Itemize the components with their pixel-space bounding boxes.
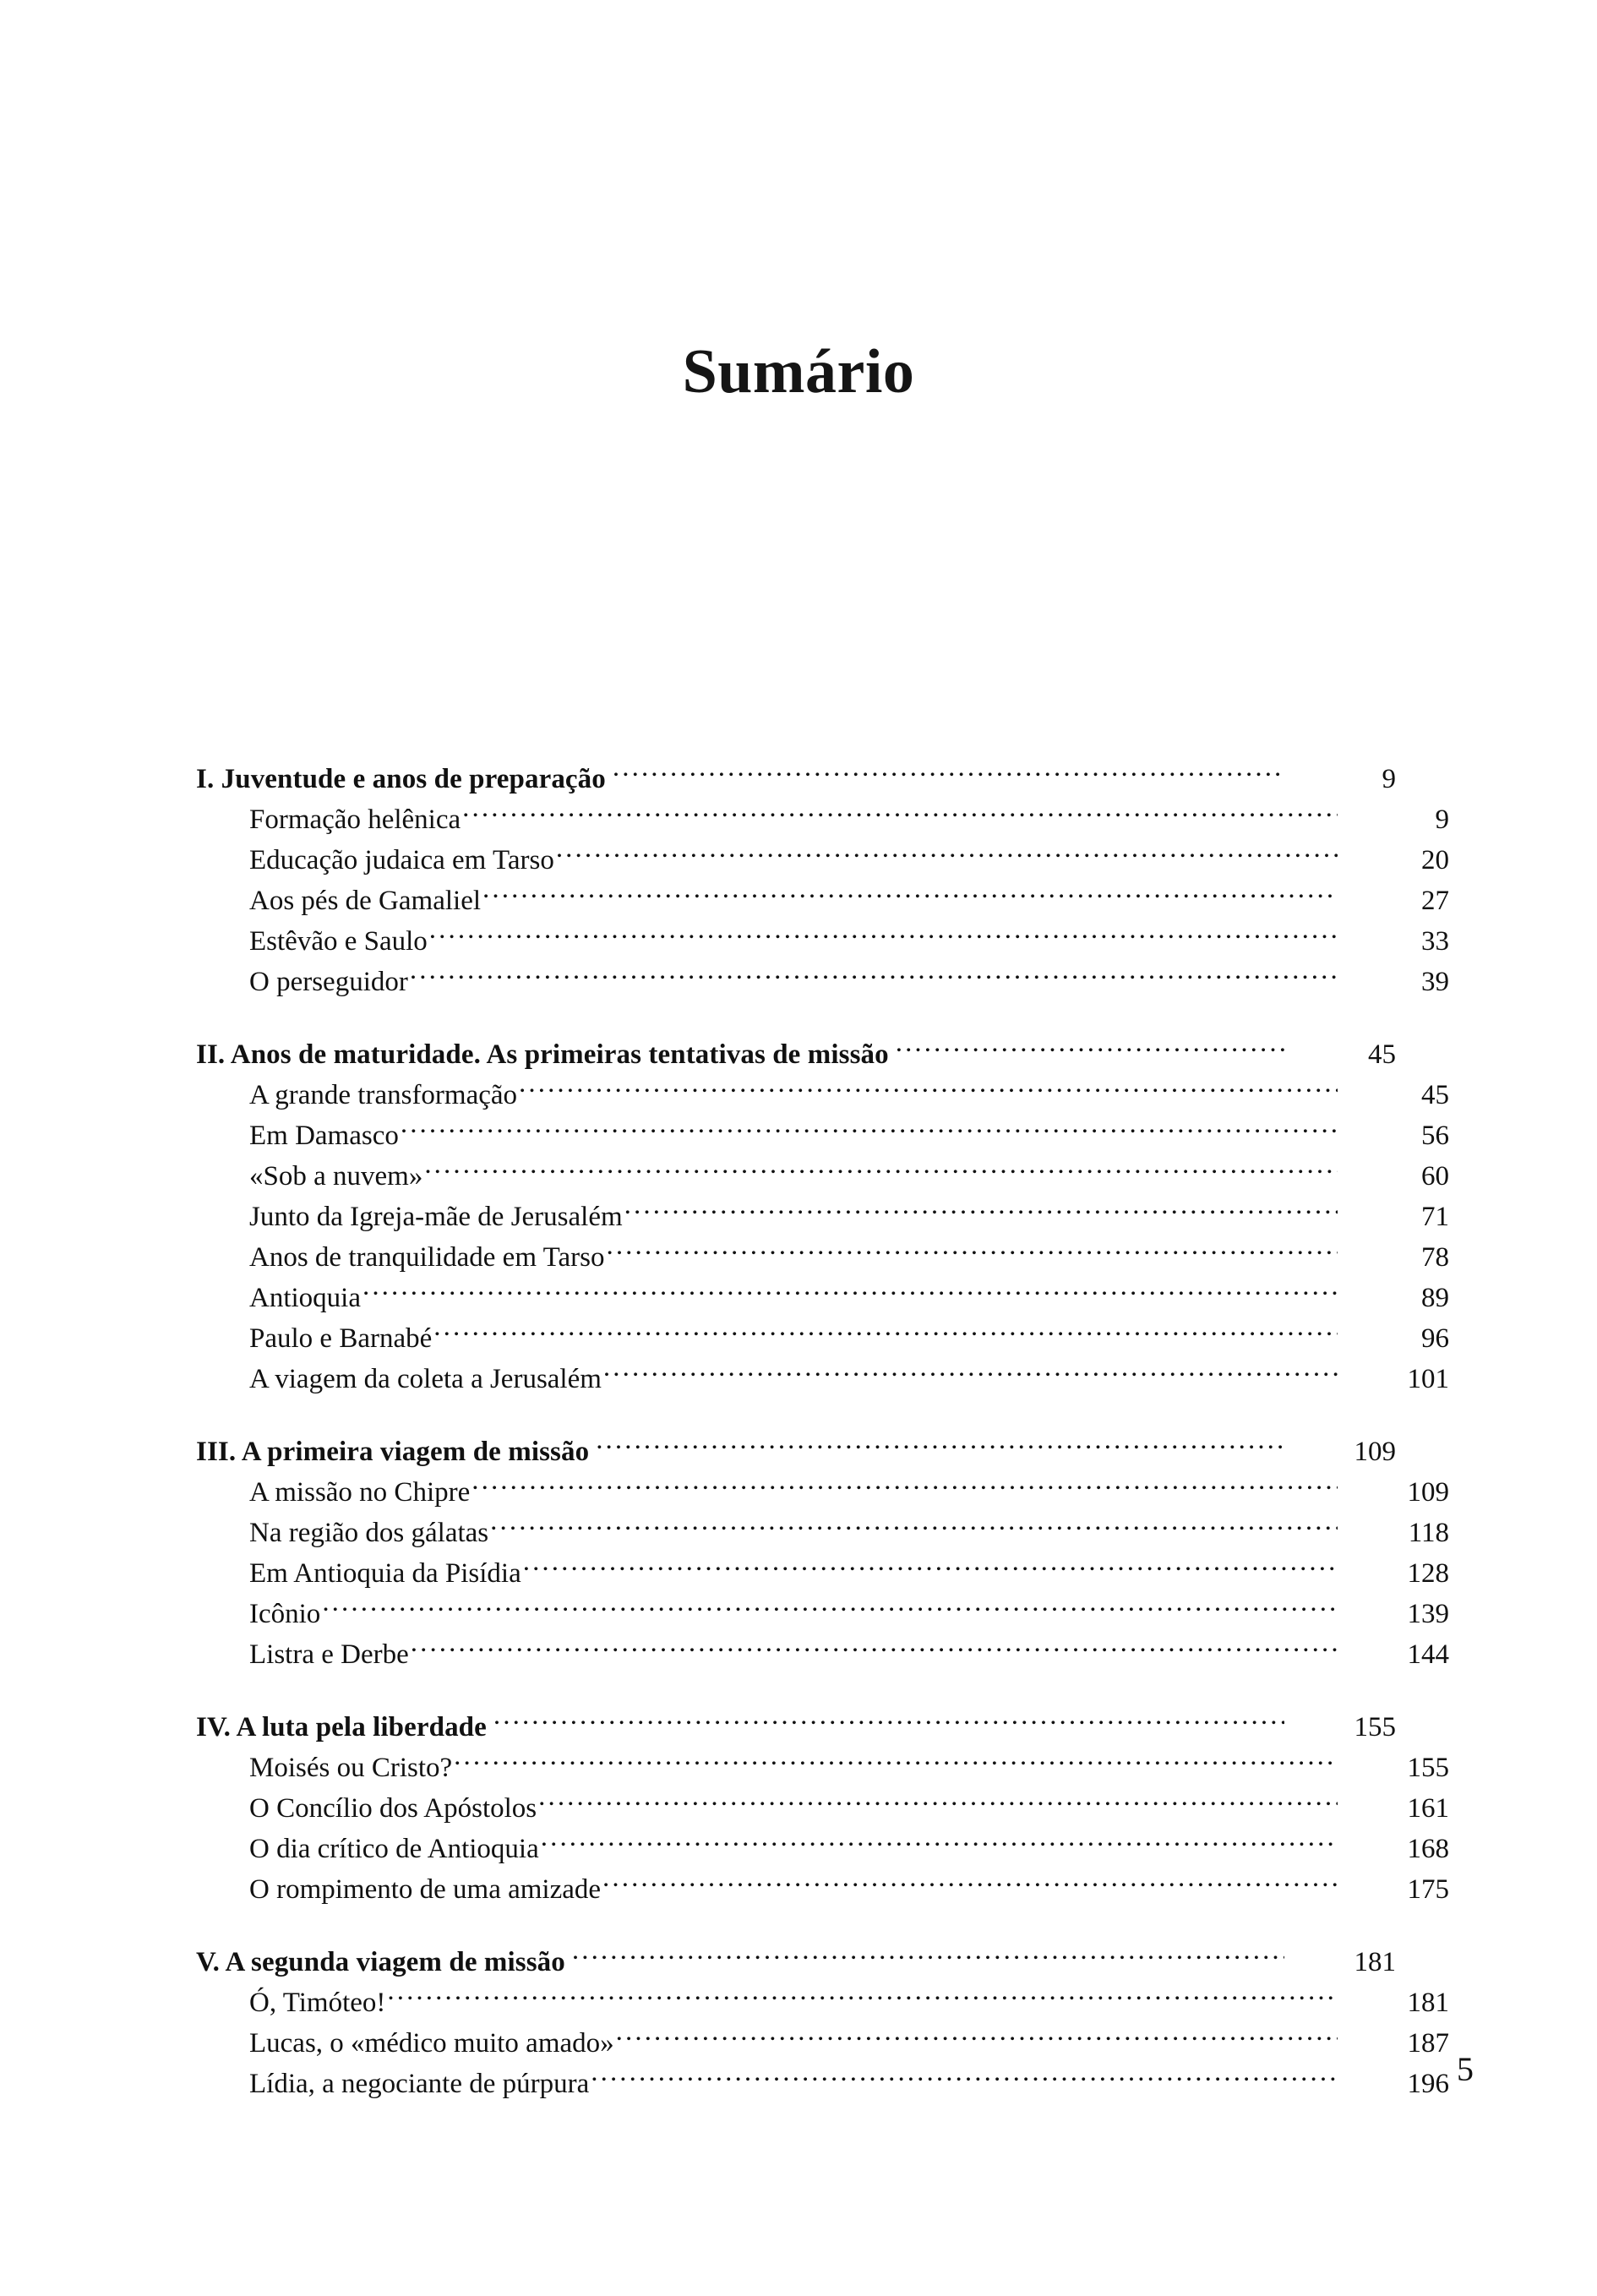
toc-section <box>196 1023 1449 1394</box>
toc-entry-page: 161 <box>1407 1793 1449 1824</box>
toc-entry-row[interactable] <box>249 909 1449 957</box>
toc-entry-page: 71 <box>1421 1202 1449 1232</box>
toc-entry-page: 128 <box>1407 1558 1449 1589</box>
toc-entry-page: 187 <box>1407 2028 1449 2059</box>
dot-leader <box>519 1063 1338 1104</box>
toc-section <box>196 747 1449 997</box>
toc-entry-row[interactable] <box>249 1144 1449 1192</box>
toc-chapter-page: 45 <box>1368 1039 1396 1070</box>
dot-leader <box>523 1541 1338 1582</box>
toc-entry-label: Antioquia <box>249 1283 361 1313</box>
toc-entry-label: A grande transformação <box>249 1080 518 1110</box>
dot-leader <box>410 950 1338 990</box>
dot-leader <box>362 1266 1338 1306</box>
toc-entry-page: 175 <box>1407 1874 1449 1905</box>
toc-entry-page: 9 <box>1435 804 1449 835</box>
toc-entry-label: Estêvão e Saulo <box>249 926 428 957</box>
dot-leader <box>490 1501 1338 1541</box>
toc-entry-page: 89 <box>1421 1283 1449 1313</box>
toc-entry-page: 33 <box>1421 926 1449 957</box>
toc-section <box>196 1420 1449 1670</box>
toc-chapter-row[interactable] <box>196 1930 1396 1977</box>
toc-entry-page: 168 <box>1407 1834 1449 1864</box>
toc-entry-page: 139 <box>1407 1599 1449 1629</box>
table-of-contents <box>196 747 1449 2099</box>
dot-leader <box>556 828 1338 869</box>
toc-chapter-page: 9 <box>1382 764 1396 794</box>
dot-leader <box>572 1930 1284 1971</box>
toc-entry-label: O perseguidor <box>249 967 408 997</box>
dot-leader <box>538 1776 1338 1817</box>
toc-entry-page: 20 <box>1421 845 1449 875</box>
dot-leader <box>454 1736 1338 1776</box>
toc-chapter-page: 109 <box>1354 1437 1396 1467</box>
toc-entry-page: 196 <box>1407 2069 1449 2099</box>
toc-entry-label: Anos de tranquilidade em Tarso <box>249 1242 605 1273</box>
toc-entry-page: 118 <box>1408 1518 1449 1548</box>
toc-entry-label: Formação helênica <box>249 804 461 835</box>
toc-entry-row[interactable] <box>249 1185 1449 1232</box>
toc-chapter-label: III. A primeira viagem de missão <box>196 1437 590 1467</box>
toc-entry-label: Na região dos gálatas <box>249 1518 489 1548</box>
toc-entry-page: 96 <box>1421 1323 1449 1354</box>
toc-chapter-page: 155 <box>1354 1712 1396 1742</box>
toc-entry-row[interactable] <box>249 1104 1449 1151</box>
dot-leader <box>603 1347 1338 1388</box>
toc-entry-page: 181 <box>1407 1988 1449 2018</box>
dot-leader <box>624 1185 1338 1225</box>
toc-entry-label: «Sob a nuvem» <box>249 1161 423 1192</box>
toc-entry-page: 60 <box>1421 1161 1449 1192</box>
toc-entry-row[interactable] <box>249 1582 1449 1629</box>
dot-leader <box>411 1622 1338 1663</box>
toc-entry-page: 56 <box>1421 1121 1449 1151</box>
toc-entry-label: O rompimento de uma amizade <box>249 1874 602 1905</box>
toc-entry-label: Educação judaica em Tarso <box>249 845 554 875</box>
toc-entry-label: Em Antioquia da Pisídia <box>249 1558 521 1589</box>
toc-entry-label: Moisés ou Cristo? <box>249 1753 453 1783</box>
toc-entry-row[interactable] <box>249 1971 1449 2018</box>
dot-leader <box>429 909 1338 950</box>
dot-leader <box>606 1225 1338 1266</box>
toc-entry-page: 78 <box>1421 1242 1449 1273</box>
toc-entry-page: 144 <box>1407 1639 1449 1670</box>
toc-entry-row[interactable] <box>249 2011 1449 2059</box>
toc-entry-page: 45 <box>1421 1080 1449 1110</box>
toc-entry-row[interactable] <box>249 950 1449 997</box>
dot-leader <box>401 1104 1338 1144</box>
toc-entry-page: 109 <box>1407 1477 1449 1508</box>
toc-chapter-label: V. A segunda viagem de missão <box>196 1947 565 1977</box>
toc-entry-label: Lucas, o «médico muito amado» <box>249 2028 614 2059</box>
toc-entry-row[interactable] <box>249 1306 1449 1354</box>
toc-entry-page: 155 <box>1407 1753 1449 1783</box>
toc-entry-label: Lídia, a negociante de púrpura <box>249 2069 590 2099</box>
dot-leader <box>596 1420 1284 1460</box>
toc-chapter-label: I. Juventude e anos de preparação <box>196 764 606 794</box>
dot-leader <box>541 1817 1338 1857</box>
toc-entry-label: Aos pés de Gamaliel <box>249 886 482 916</box>
toc-entry-label: Paulo e Barnabé <box>249 1323 433 1354</box>
dot-leader <box>616 2011 1338 2052</box>
toc-entry-label: O dia crítico de Antioquia <box>249 1834 539 1864</box>
dot-leader <box>322 1582 1338 1622</box>
page-folio: 5 <box>1457 2050 1474 2088</box>
toc-entry-label: Ó, Timóteo! <box>249 1988 386 2018</box>
toc-chapter-row[interactable] <box>196 1420 1396 1467</box>
toc-entry-label: Em Damasco <box>249 1121 399 1151</box>
dot-leader <box>613 747 1284 788</box>
toc-chapter-page: 181 <box>1354 1947 1396 1977</box>
toc-entry-label: Junto da Igreja-mãe de Jerusalém <box>249 1202 623 1232</box>
page-title: Sumário <box>682 337 915 406</box>
dot-leader <box>387 1971 1338 2011</box>
toc-chapter-label: IV. A luta pela liberdade <box>196 1712 487 1742</box>
dot-leader <box>482 869 1338 909</box>
toc-entry-row[interactable] <box>249 1266 1449 1313</box>
dot-leader <box>424 1144 1338 1185</box>
toc-entry-label: A viagem da coleta a Jerusalém <box>249 1364 602 1394</box>
dot-leader <box>433 1306 1338 1347</box>
toc-entry-row[interactable] <box>249 1622 1449 1670</box>
toc-entry-page: 39 <box>1421 967 1449 997</box>
toc-section <box>196 1930 1449 2099</box>
toc-chapter-row[interactable] <box>196 1023 1396 1070</box>
toc-chapter-row[interactable] <box>196 747 1396 794</box>
toc-entry-label: A missão no Chipre <box>249 1477 471 1508</box>
dot-leader <box>591 2052 1338 2092</box>
toc-entry-page: 101 <box>1407 1364 1449 1394</box>
dot-leader <box>462 788 1338 828</box>
toc-chapter-row[interactable] <box>196 1695 1396 1742</box>
toc-entry-page: 27 <box>1421 886 1449 916</box>
toc-entry-label: Icônio <box>249 1599 321 1629</box>
toc-entry-label: Listra e Derbe <box>249 1639 409 1670</box>
toc-chapter-label: II. Anos de maturidade. As primeiras tentativas de missão <box>196 1039 889 1070</box>
dot-leader <box>471 1460 1338 1501</box>
toc-entry-label: O Concílio dos Apóstolos <box>249 1793 537 1824</box>
dot-leader <box>493 1695 1284 1736</box>
dot-leader <box>602 1857 1338 1898</box>
toc-section <box>196 1695 1449 1905</box>
dot-leader <box>896 1023 1284 1063</box>
